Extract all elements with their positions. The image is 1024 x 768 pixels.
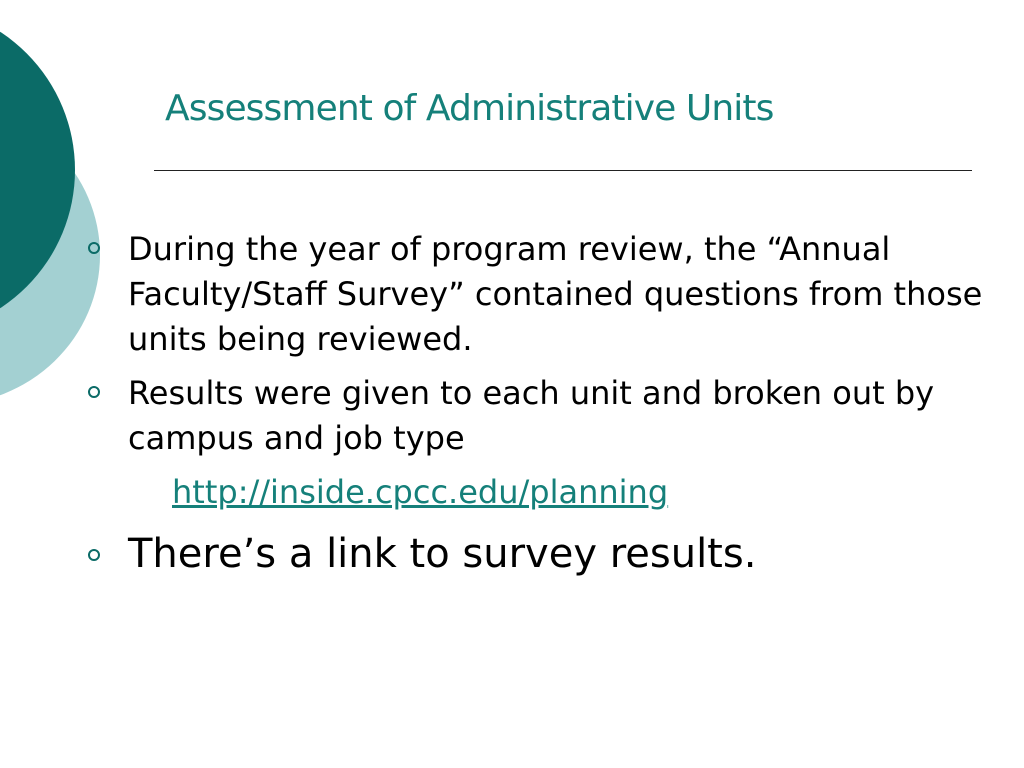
planning-link[interactable]: http://inside.cpcc.edu/planning: [172, 473, 669, 511]
bullet-item-survey-link: [84, 529, 984, 579]
bullet-circle-icon: [88, 242, 100, 254]
bullet-text: During the year of program review, the “Annual Faculty/Staff Survey” contained questions from those units being reviewed.: [128, 230, 983, 358]
slide-title: Assessment of Administrative Units: [165, 88, 774, 129]
bullet-item-results: [84, 371, 984, 461]
bullet-text: There’s a link to survey results.: [128, 531, 757, 577]
link-line: [84, 470, 984, 515]
title-divider: [154, 170, 972, 171]
bullet-item-program-review: [84, 227, 984, 362]
bullet-circle-icon: [88, 386, 100, 398]
bullet-circle-icon: [88, 549, 100, 561]
bullet-text: Results were given to each unit and broken out by campus and job type: [128, 374, 935, 457]
bullet-list: [84, 227, 984, 588]
